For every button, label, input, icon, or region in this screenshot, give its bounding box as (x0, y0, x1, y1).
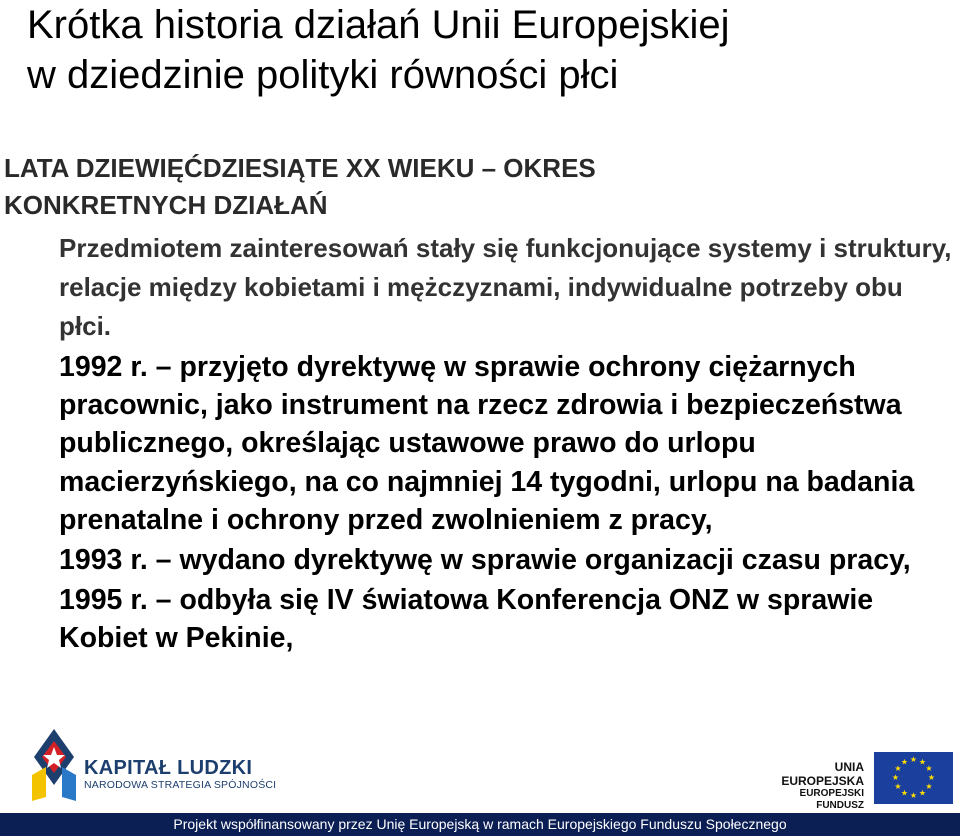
svg-text:★: ★ (891, 773, 900, 782)
footer-bar (0, 813, 960, 836)
ue-label: UNIA EUROPEJSKA (781, 760, 864, 788)
footer-text: Projekt współfinansowany przez Unię Europejską w ramach Europejskiego Funduszu Społecznego (173, 816, 787, 832)
svg-text:★: ★ (894, 782, 902, 791)
kapital-ludzki-logo-icon (24, 727, 84, 803)
paragraph-1995: 1995 r. – odbyła się IV światowa Konferencja ONZ w sprawie Kobiet w Pekinie, (59, 584, 874, 655)
paragraph-1992: 1992 r. – przyjęto dyrektywę w sprawie ochrony ciężarnych pracownic, jako instrument na rzecz zdrowia i bezpieczeństwa publicznego, określając ustawowe prawo do urlopu macierzyńskiego, na co najmniej 14 tygodni, urlopu na badania prenatalne i ochrony przed zwolnieniem z pracy, (59, 351, 915, 536)
section-heading (4, 150, 904, 224)
kapital-ludzki-title: KAPITAŁ LUDZKI (84, 757, 253, 779)
kapital-ludzki-subtitle: NARODOWA STRATEGIA SPÓJNOŚCI (84, 779, 277, 791)
svg-text:★: ★ (925, 764, 933, 773)
section-heading-line-1: LATA DZIEWIĘĆDZIESIĄTE XX WIEKU – OKRES (4, 153, 596, 183)
section-heading-line-2: KONKRETNYCH DZIAŁAŃ (4, 190, 328, 220)
slide-title (27, 0, 952, 100)
title-line-2: w dziedzinie polityki równości płci (27, 53, 619, 97)
svg-text:★: ★ (900, 788, 909, 798)
svg-text:★: ★ (909, 791, 918, 800)
paragraph-intro: Przedmiotem zainteresowań stały się funkcjonujące systemy i struktury, relacje między kobietami i mężczyznami, indywidualne potrzeby obu płci. (59, 233, 952, 341)
svg-text:★: ★ (918, 757, 927, 767)
body-text (59, 229, 959, 658)
svg-text:★: ★ (927, 773, 936, 782)
svg-text:★: ★ (894, 764, 902, 773)
paragraph-1993: 1993 r. – wydano dyrektywę w sprawie organizacji czasu pracy, (59, 544, 911, 577)
efs-label-1: EUROPEJSKI (799, 788, 864, 799)
svg-text:★: ★ (925, 782, 933, 791)
efs-label-2: FUNDUSZ (816, 800, 864, 811)
svg-text:★: ★ (909, 755, 918, 764)
eu-flag-icon (874, 752, 953, 804)
title-line-1: Krótka historia działań Unii Europejskiej (27, 3, 730, 47)
svg-text:★: ★ (900, 757, 909, 767)
svg-text:★: ★ (918, 788, 927, 798)
